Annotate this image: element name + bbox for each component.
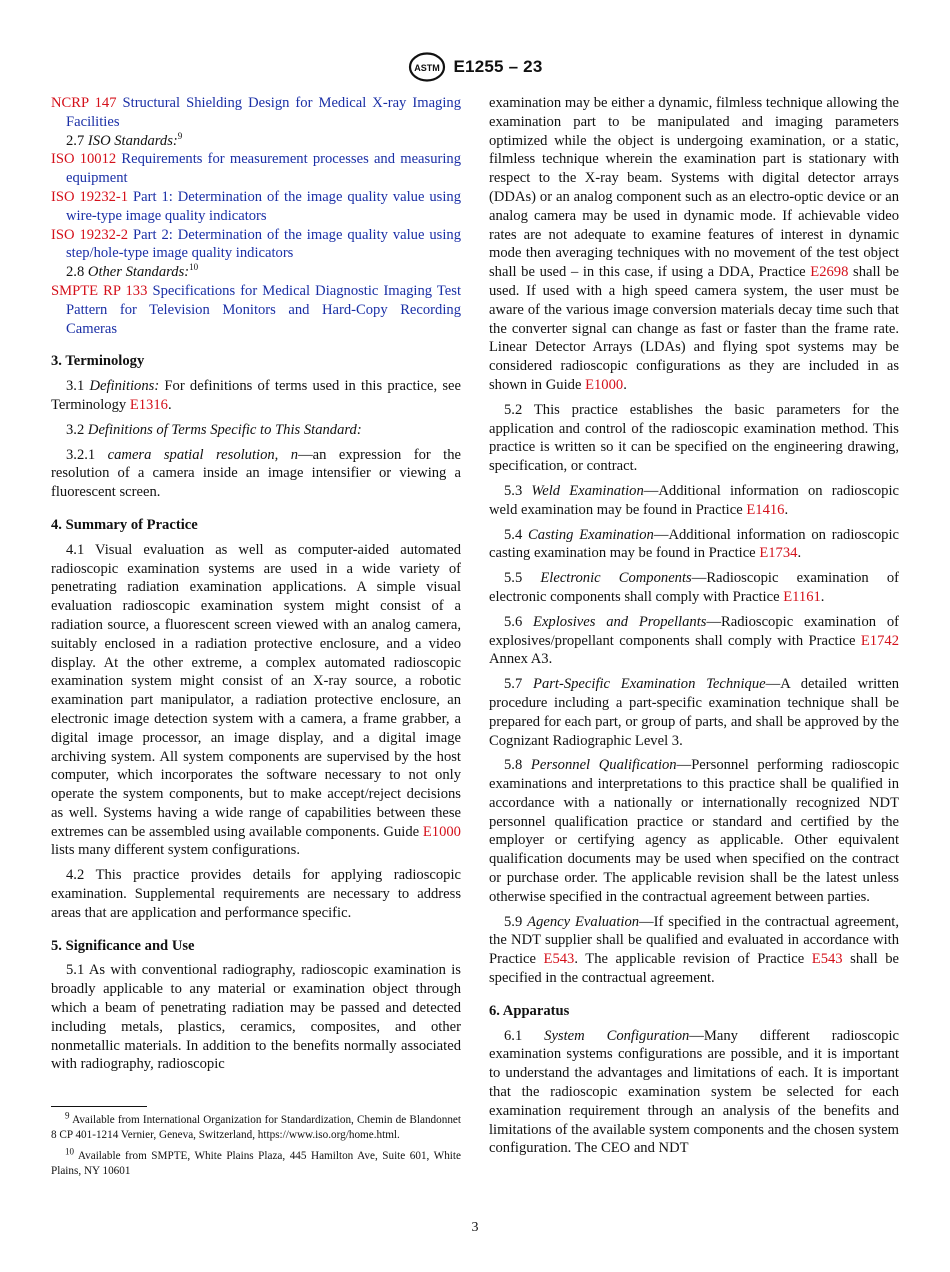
paragraph-4-1 xyxy=(51,541,461,861)
footnote-divider xyxy=(51,1106,147,1107)
footnote-10 xyxy=(51,1146,461,1179)
reference-code[interactable]: NCRP 147 xyxy=(51,95,117,111)
section-number: 5.6 xyxy=(504,613,523,630)
footnote-text: Available from International Organization for Standardization, Chemin de Blandonnet 8 CP 401-1214 Vernier, Geneva, Switzerland, https://www.iso.org/home.html. xyxy=(51,1114,461,1141)
paragraph-label: System Configuration xyxy=(544,1027,690,1044)
paragraph-text: —an expression for the resolution of a camera inside an image intensifier or viewing a fluorescent screen. xyxy=(51,446,462,501)
paragraph-5-9 xyxy=(489,913,899,988)
paragraph-5-5: 5.5 Electronic Components—Radioscopic examination of electronic components shall comply with Practice E1161. xyxy=(489,570,899,605)
section-number: 5.7 xyxy=(504,676,523,693)
paragraph-5-4: 5.4 Casting Examination—Additional information on radioscopic casting examination may be found in Practice E1734. xyxy=(489,526,899,562)
section-number: 3.1 xyxy=(66,378,85,395)
link-e1416[interactable]: E1416 xyxy=(746,501,785,518)
section-title: ISO Standards: xyxy=(87,132,178,149)
paragraph-label: Electronic Components xyxy=(540,570,692,587)
section-number: 5.9 xyxy=(504,913,523,930)
paragraph-text: —Personnel performing radioscopic examinations and interpretations to this practice shall be qualified in accordance with a nationally or internationally recognized NDT personnel qualification practice or standard and certified by the employer or certifying agency as applicable. Other equivalent qualification documents may be used when specified on the contract or purchase order. The applicable revision shall be the latest unless otherwise specified in the contractual agreement between parties. xyxy=(489,757,899,905)
paragraph-5-8 xyxy=(489,756,899,906)
defined-term: camera spatial resolution, n xyxy=(107,446,299,463)
paragraph-label: Casting Examination xyxy=(528,526,654,543)
astm-logo-icon xyxy=(408,52,446,82)
reference-title[interactable]: Part 2: Determination of the image quality value using step/hole-type image quality indicators xyxy=(66,226,461,262)
link-e1316[interactable]: E1316 xyxy=(129,396,168,413)
paragraph-text: —A detailed written procedure including a part-specific examination technique shall be prepared for each part, or group of parts, and shall be approved by the Cognizant Radiographic Level 3. xyxy=(489,676,900,749)
reference-iso-19232-2 xyxy=(51,226,461,264)
paragraph-4-2: 4.2 This practice provides details for applying radioscopic examination. Supplemental requirements are necessary to address areas that are application and performance specific. xyxy=(51,867,461,921)
reference-smpte-rp-133 xyxy=(51,282,461,338)
heading-significance-and-use: 5. Significance and Use xyxy=(51,937,195,954)
reference-title[interactable]: Part 1: Determination of the image quality value using wire-type image quality indicators xyxy=(66,188,461,224)
section-2-7 xyxy=(51,132,461,151)
link-e1000[interactable]: E1000 xyxy=(585,376,624,393)
link-e1161[interactable]: E1161 xyxy=(783,588,821,605)
paragraph-5-6 xyxy=(489,613,899,669)
paragraph-5-1-continued: examination may be either a dynamic, filmless technique allowing the examination part to be manipulated and imaging parameters optimized while the object is undergoing examination, or a static, filmless technique wherein the examination part is stationary with respect to the X-ray beam. Systems with digital detector arrays (DDAs) or an analog component such as an electro-optic device or an analog camera may be used in dynamic mode. If achievable video rates are not adequate to examine features of interest in dynamic mode then averaging techniques with no movement of the test object shall be used – in this case, if using a DDA, Practice E2698 shall be used. If used with a high speed camera system, the user must be aware of the various image conversion materials decay time such that the converter signal can change as fast or faster than the frame rate. Linear Detector Arrays (LDAs) and flying spot systems may be considered radioscopic configurations as they are included in as shown in Guide E1000. xyxy=(489,95,899,393)
section-number: 2.7 xyxy=(66,132,85,149)
footnotes xyxy=(51,1106,461,1179)
reference-iso-19232-1 xyxy=(51,188,461,226)
section-number: 5.4 xyxy=(504,526,523,543)
paragraph-text: —Many different radioscopic examination systems configurations are possible, and it is important to understand the advantages and limitations of each. It is important that the radioscopic examination system be selected for each examination requirement through an analysis of the benefits and limitations of the available system components and the chosen system configuration. The CEO and NDT xyxy=(489,1027,899,1157)
paragraph-5-2: 5.2 This practice establishes the basic parameters for the application and control of the radioscopic examination method. This practice is written so it can be specified on the engineering drawing, specification, or contract. xyxy=(489,401,899,475)
paragraph-text: For definitions of terms used in this practice, see Terminology xyxy=(51,378,462,413)
paragraph-5-3: 5.3 Weld Examination—Additional information on radioscopic weld examination may be found in Practice E1416. xyxy=(489,482,899,518)
paragraph-3-1: 3.1 Definitions: For definitions of terms used in this practice, see Terminology E1316. xyxy=(51,378,462,413)
paragraph-text: —Radioscopic examination of explosives/propellant components shall comply with Practice xyxy=(489,613,900,649)
paragraph-text: —If specified in the contractual agreement, the NDT supplier shall be qualified and evaluated in accordance with Practice xyxy=(489,913,899,968)
link-e543[interactable]: E543 xyxy=(811,951,843,968)
link-e2698[interactable]: E2698 xyxy=(810,264,849,281)
reference-code[interactable]: SMPTE RP 133 xyxy=(51,282,148,299)
section-number: 6.1 xyxy=(504,1027,523,1044)
section-number: 5.3 xyxy=(504,482,523,499)
page-number: 3 xyxy=(471,1220,479,1235)
paragraph-text: —Additional information on radioscopic casting examination may be found in Practice xyxy=(489,526,899,562)
document-id: E1255 – 23 xyxy=(453,57,543,76)
paragraph-6-1 xyxy=(489,1027,899,1159)
heading-terminology: 3. Terminology xyxy=(51,353,145,370)
paragraph-text: lists many different system configurations. xyxy=(51,842,300,859)
footnote-marker: 9 xyxy=(177,130,183,141)
section-2-8 xyxy=(51,263,461,282)
link-e1742[interactable]: E1742 xyxy=(860,632,899,649)
paragraph-label: Definitions of Terms Specific to This Standard: xyxy=(87,421,362,438)
paragraph-label: Part-Specific Examination Technique xyxy=(533,676,766,693)
paragraph-label: Definitions: xyxy=(89,378,160,395)
paragraph-text: Annex A3. xyxy=(489,651,553,668)
heading-apparatus: 6. Apparatus xyxy=(489,1002,570,1019)
paragraph-text: examination may be either a dynamic, filmless technique allowing the examination part to be manipulated and imaging parameters optimized while the object is undergoing examination, or a static, filmless technique wherein the examination part is stationary with respect to the X-ray beam. Systems with digital detector arrays (DDAs) or an analog component such as an electro-optic device or an analog camera may be used in dynamic mode. If achievable video rates are not adequate to examine features of interest in dynamic mode then averaging techniques with no movement of the test object shall be used – in this case, if using a DDA, Practice xyxy=(489,95,899,281)
paragraph-text: —Additional information on radioscopic weld examination may be found in Practice xyxy=(489,482,899,518)
paragraph-text: shall be specified in the contractual agreement. xyxy=(489,951,900,987)
section-title: Other Standards: xyxy=(87,264,190,281)
reference-code[interactable]: ISO 10012 xyxy=(51,151,117,168)
footnote-number: 9 xyxy=(65,1110,70,1121)
paragraph-label: Agency Evaluation xyxy=(527,913,640,930)
paragraph-3-2 xyxy=(51,421,461,440)
section-number: 5.8 xyxy=(504,757,523,774)
footnote-marker: 10 xyxy=(189,262,199,273)
right-column xyxy=(489,94,899,1164)
link-e1000[interactable]: E1000 xyxy=(422,823,461,840)
section-number: 5.5 xyxy=(504,570,523,587)
astm-logo-text: ASTM xyxy=(413,63,440,73)
left-column xyxy=(51,94,461,1080)
section-number: 3.2 xyxy=(66,421,85,438)
link-e543[interactable]: E543 xyxy=(543,951,575,968)
footnote-9 xyxy=(51,1110,461,1143)
paragraph-text: 4.1 Visual evaluation as well as computer-aided automated radioscopic examination systems are used in a wide variety of penetrating radiation examination applications. A simple visual evaluation radioscopic examination system might consist of a radiation source, a fluorescent screen viewed with an analog camera, suitably enclosed in a radiation protective enclosure, and a video display. At the other extreme, a complex automated radioscopic examination system might consist of an X-ray source, a robotic examination part manipulator, a radiation protective enclosure, an electronic image detection system with a camera, a frame grabber, a digital image processor, an image display, and a digital image archiving system. All system components are supervised by the host computer, which incorporates the software necessary to not only operate the system components, but to make accept/reject decisions as well. Systems having a wide range of capabilities between these extremes can be assembled using available components. Guide xyxy=(51,541,461,840)
section-number: 3.2.1 xyxy=(66,446,96,463)
reference-ncrp-147 xyxy=(51,94,461,132)
reference-code[interactable]: ISO 19232-1 xyxy=(51,188,129,205)
paragraph-label: Weld Examination xyxy=(531,482,644,499)
paragraph-5-7 xyxy=(489,675,899,750)
paragraph-text: —Radioscopic examination of electronic components shall comply with Practice xyxy=(489,570,899,605)
heading-summary-of-practice: 4. Summary of Practice xyxy=(51,516,198,533)
page-header xyxy=(0,52,950,82)
reference-iso-10012 xyxy=(51,150,461,188)
section-number: 2.8 xyxy=(66,264,85,281)
link-e1734[interactable]: E1734 xyxy=(759,545,798,562)
footnote-text: Available from SMPTE, White Plains Plaza, 445 Hamilton Ave, Suite 601, White Plains, NY 10601 xyxy=(51,1150,461,1177)
paragraph-3-2-1 xyxy=(51,446,461,502)
paragraph-label: Personnel Qualification xyxy=(530,757,677,774)
reference-code[interactable]: ISO 19232-2 xyxy=(51,226,129,243)
reference-title[interactable]: Specifications for Medical Diagnostic Imaging Test Pattern for Television Monitors and Hard-Copy Recording Cameras xyxy=(66,282,461,337)
paragraph-5-1: 5.1 As with conventional radiography, radioscopic examination is broadly applicable to any material or examination object through which a beam of penetrating radiation may be passed and detected including metals, plastics, ceramics, composites, and other nonmetallic materials. In addition to the benefits normally associated with radiography, radioscopic xyxy=(51,962,461,1073)
paragraph-label: Explosives and Propellants xyxy=(533,613,707,630)
reference-title[interactable]: Structural Shielding Design for Medical X-ray Imaging Facilities xyxy=(66,95,461,130)
paragraph-text: shall be used. If used with a high speed camera system, the user must be aware of the various image conversion materials decay time such that the converter signal can change as fast or faster than the frame rate. Linear Detector Arrays (LDAs) and flying spot systems may be considered radioscopic configurations as they are included in as shown in Guide xyxy=(489,264,899,393)
footnote-number: 10 xyxy=(65,1146,74,1157)
reference-title[interactable]: Requirements for measurement processes and measuring equipment xyxy=(66,151,462,187)
paragraph-text: . The applicable revision of Practice xyxy=(574,951,805,968)
